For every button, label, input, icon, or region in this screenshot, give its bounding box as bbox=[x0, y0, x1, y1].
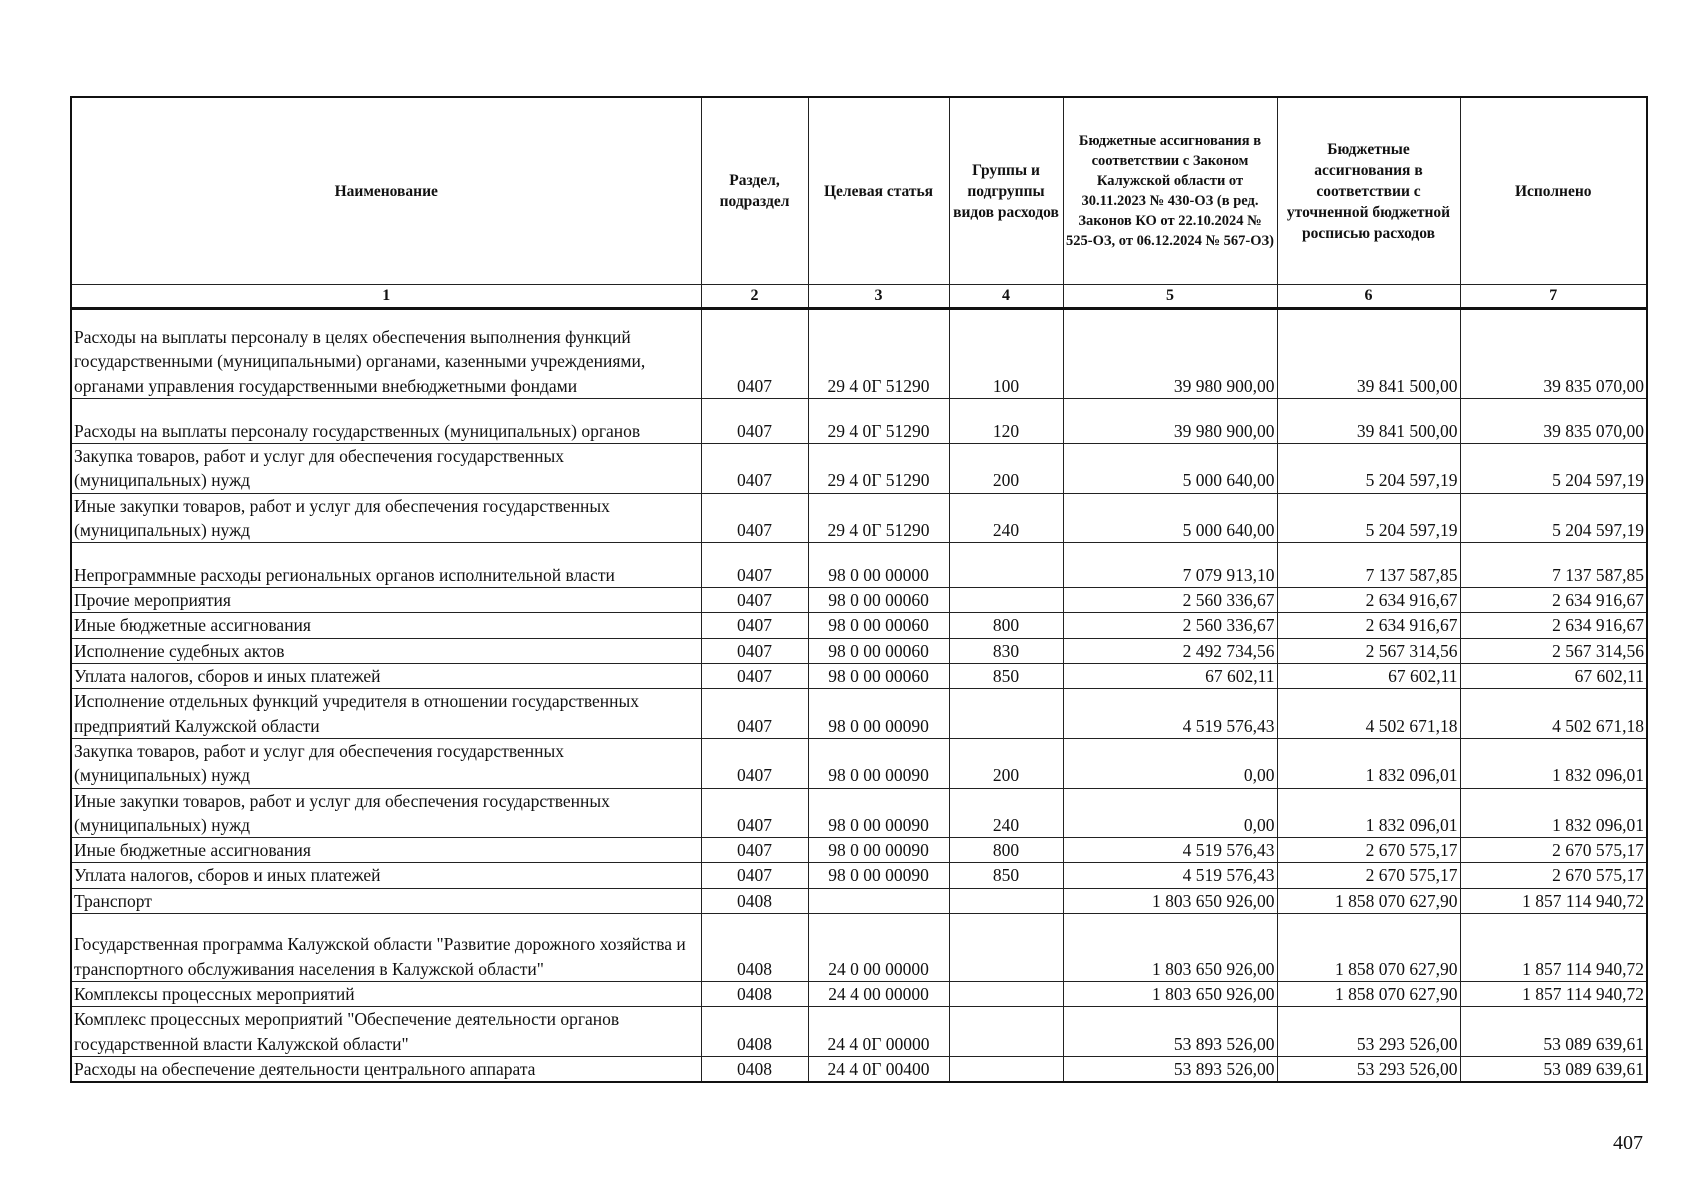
column-number-row bbox=[71, 285, 1647, 309]
row-refined-amount: 53 293 526,00 bbox=[1277, 1007, 1460, 1057]
row-section: 0407 bbox=[701, 543, 808, 588]
row-name: Комплекс процессных мероприятий "Обеспечение деятельности органов государственной власти Калужской области" bbox=[71, 1007, 701, 1057]
table-row bbox=[71, 543, 1647, 588]
row-refined-amount: 4 502 671,18 bbox=[1277, 689, 1460, 739]
row-law-amount: 4 519 576,43 bbox=[1063, 838, 1277, 863]
header-expense-groups: Группы и подгруппы видов расходов bbox=[949, 97, 1063, 285]
row-target-article: 98 0 00 00090 bbox=[808, 689, 949, 739]
row-section: 0407 bbox=[701, 664, 808, 689]
row-executed-amount: 2 567 314,56 bbox=[1460, 638, 1647, 663]
header-target-article: Целевая статья bbox=[808, 97, 949, 285]
row-refined-amount: 1 858 070 627,90 bbox=[1277, 914, 1460, 982]
row-name: Иные бюджетные ассигнования bbox=[71, 838, 701, 863]
row-target-article: 24 4 00 00000 bbox=[808, 982, 949, 1007]
budget-execution-table bbox=[70, 96, 1648, 1083]
row-law-amount: 2 560 336,67 bbox=[1063, 588, 1277, 613]
row-section: 0407 bbox=[701, 863, 808, 888]
row-refined-amount: 1 858 070 627,90 bbox=[1277, 982, 1460, 1007]
row-expense-group bbox=[949, 914, 1063, 982]
row-expense-group: 100 bbox=[949, 309, 1063, 399]
row-target-article: 29 4 0Г 51290 bbox=[808, 444, 949, 494]
row-target-article: 24 4 0Г 00000 bbox=[808, 1007, 949, 1057]
row-target-article: 29 4 0Г 51290 bbox=[808, 309, 949, 399]
row-law-amount: 39 980 900,00 bbox=[1063, 399, 1277, 444]
row-section: 0408 bbox=[701, 1056, 808, 1082]
row-executed-amount: 2 634 916,67 bbox=[1460, 588, 1647, 613]
row-executed-amount: 53 089 639,61 bbox=[1460, 1007, 1647, 1057]
row-expense-group bbox=[949, 1007, 1063, 1057]
row-expense-group: 800 bbox=[949, 613, 1063, 638]
row-refined-amount: 39 841 500,00 bbox=[1277, 309, 1460, 399]
row-refined-amount: 39 841 500,00 bbox=[1277, 399, 1460, 444]
table-body bbox=[71, 309, 1647, 1083]
table-row bbox=[71, 838, 1647, 863]
row-law-amount: 53 893 526,00 bbox=[1063, 1007, 1277, 1057]
row-executed-amount: 1 832 096,01 bbox=[1460, 738, 1647, 788]
table-row bbox=[71, 399, 1647, 444]
row-law-amount: 39 980 900,00 bbox=[1063, 309, 1277, 399]
table-row bbox=[71, 982, 1647, 1007]
row-name: Иные бюджетные ассигнования bbox=[71, 613, 701, 638]
row-section: 0408 bbox=[701, 914, 808, 982]
column-number: 3 bbox=[808, 285, 949, 309]
row-target-article: 29 4 0Г 51290 bbox=[808, 493, 949, 543]
row-target-article: 98 0 00 00060 bbox=[808, 638, 949, 663]
row-executed-amount: 5 204 597,19 bbox=[1460, 493, 1647, 543]
row-target-article: 98 0 00 00060 bbox=[808, 664, 949, 689]
row-refined-amount: 1 832 096,01 bbox=[1277, 788, 1460, 838]
row-section: 0407 bbox=[701, 689, 808, 739]
row-executed-amount: 1 832 096,01 bbox=[1460, 788, 1647, 838]
table-row bbox=[71, 888, 1647, 913]
row-expense-group: 830 bbox=[949, 638, 1063, 663]
row-refined-amount: 2 567 314,56 bbox=[1277, 638, 1460, 663]
table-row bbox=[71, 738, 1647, 788]
row-name: Транспорт bbox=[71, 888, 701, 913]
row-expense-group bbox=[949, 543, 1063, 588]
row-name: Исполнение отдельных функций учредителя в отношении государственных предприятий Калужской области bbox=[71, 689, 701, 739]
row-target-article: 24 4 0Г 00400 bbox=[808, 1056, 949, 1082]
row-name: Расходы на выплаты персоналу в целях обеспечения выполнения функций государственными (муниципальными) органами, казенными учреждениями, органами управления государственными внебюджетными фондами bbox=[71, 309, 701, 399]
row-executed-amount: 67 602,11 bbox=[1460, 664, 1647, 689]
row-refined-amount: 1 858 070 627,90 bbox=[1277, 888, 1460, 913]
table-row bbox=[71, 863, 1647, 888]
row-executed-amount: 39 835 070,00 bbox=[1460, 399, 1647, 444]
table-row bbox=[71, 588, 1647, 613]
table-row bbox=[71, 613, 1647, 638]
table-row bbox=[71, 1056, 1647, 1082]
column-number: 5 bbox=[1063, 285, 1277, 309]
table-row bbox=[71, 788, 1647, 838]
row-target-article: 98 0 00 00000 bbox=[808, 543, 949, 588]
row-law-amount: 1 803 650 926,00 bbox=[1063, 888, 1277, 913]
table-row bbox=[71, 689, 1647, 739]
row-refined-amount: 53 293 526,00 bbox=[1277, 1056, 1460, 1082]
row-name: Уплата налогов, сборов и иных платежей bbox=[71, 863, 701, 888]
row-section: 0407 bbox=[701, 444, 808, 494]
row-law-amount: 7 079 913,10 bbox=[1063, 543, 1277, 588]
row-executed-amount: 53 089 639,61 bbox=[1460, 1056, 1647, 1082]
row-executed-amount: 1 857 114 940,72 bbox=[1460, 888, 1647, 913]
row-name: Иные закупки товаров, работ и услуг для обеспечения государственных (муниципальных) нужд bbox=[71, 493, 701, 543]
header-law-appropriations: Бюджетные ассигнования в соответствии с Законом Калужской области от 30.11.2023 № 430-ОЗ (в ред. Законов КО от 22.10.2024 № 525-ОЗ, от 06.12.2024 № 567-ОЗ) bbox=[1063, 97, 1277, 285]
row-target-article: 29 4 0Г 51290 bbox=[808, 399, 949, 444]
row-section: 0408 bbox=[701, 1007, 808, 1057]
row-target-article: 98 0 00 00090 bbox=[808, 788, 949, 838]
row-expense-group: 200 bbox=[949, 738, 1063, 788]
row-section: 0408 bbox=[701, 888, 808, 913]
row-law-amount: 1 803 650 926,00 bbox=[1063, 982, 1277, 1007]
row-target-article: 98 0 00 00060 bbox=[808, 613, 949, 638]
row-section: 0408 bbox=[701, 982, 808, 1007]
row-law-amount: 4 519 576,43 bbox=[1063, 689, 1277, 739]
column-number: 1 bbox=[71, 285, 701, 309]
row-section: 0407 bbox=[701, 399, 808, 444]
row-name: Комплексы процессных мероприятий bbox=[71, 982, 701, 1007]
row-name: Закупка товаров, работ и услуг для обеспечения государственных (муниципальных) нужд bbox=[71, 738, 701, 788]
row-refined-amount: 5 204 597,19 bbox=[1277, 493, 1460, 543]
row-refined-amount: 2 670 575,17 bbox=[1277, 863, 1460, 888]
row-expense-group bbox=[949, 982, 1063, 1007]
row-law-amount: 0,00 bbox=[1063, 788, 1277, 838]
row-law-amount: 2 492 734,56 bbox=[1063, 638, 1277, 663]
row-expense-group: 240 bbox=[949, 788, 1063, 838]
table-row bbox=[71, 1007, 1647, 1057]
row-name: Иные закупки товаров, работ и услуг для обеспечения государственных (муниципальных) нужд bbox=[71, 788, 701, 838]
row-name: Государственная программа Калужской области "Развитие дорожного хозяйства и транспортного обслуживания населения в Калужской области" bbox=[71, 914, 701, 982]
row-executed-amount: 2 634 916,67 bbox=[1460, 613, 1647, 638]
row-expense-group: 120 bbox=[949, 399, 1063, 444]
column-number: 7 bbox=[1460, 285, 1647, 309]
row-section: 0407 bbox=[701, 309, 808, 399]
row-refined-amount: 2 634 916,67 bbox=[1277, 613, 1460, 638]
row-law-amount: 53 893 526,00 bbox=[1063, 1056, 1277, 1082]
row-expense-group bbox=[949, 888, 1063, 913]
page-number: 407 bbox=[1613, 1132, 1643, 1154]
row-target-article bbox=[808, 888, 949, 913]
row-target-article: 98 0 00 00060 bbox=[808, 588, 949, 613]
row-law-amount: 67 602,11 bbox=[1063, 664, 1277, 689]
header-refined-appropriations: Бюджетные ассигнования в соответствии с уточненной бюджетной росписью расходов bbox=[1277, 97, 1460, 285]
column-number: 4 bbox=[949, 285, 1063, 309]
row-executed-amount: 1 857 114 940,72 bbox=[1460, 982, 1647, 1007]
row-expense-group bbox=[949, 588, 1063, 613]
row-expense-group bbox=[949, 689, 1063, 739]
table-row bbox=[71, 493, 1647, 543]
column-number: 6 bbox=[1277, 285, 1460, 309]
row-name: Уплата налогов, сборов и иных платежей bbox=[71, 664, 701, 689]
row-name: Расходы на обеспечение деятельности центрального аппарата bbox=[71, 1056, 701, 1082]
row-target-article: 98 0 00 00090 bbox=[808, 863, 949, 888]
row-section: 0407 bbox=[701, 738, 808, 788]
row-law-amount: 1 803 650 926,00 bbox=[1063, 914, 1277, 982]
row-refined-amount: 7 137 587,85 bbox=[1277, 543, 1460, 588]
row-target-article: 24 0 00 00000 bbox=[808, 914, 949, 982]
row-expense-group: 850 bbox=[949, 863, 1063, 888]
row-target-article: 98 0 00 00090 bbox=[808, 738, 949, 788]
row-refined-amount: 1 832 096,01 bbox=[1277, 738, 1460, 788]
header-row bbox=[71, 97, 1647, 285]
row-executed-amount: 39 835 070,00 bbox=[1460, 309, 1647, 399]
row-target-article: 98 0 00 00090 bbox=[808, 838, 949, 863]
row-executed-amount: 7 137 587,85 bbox=[1460, 543, 1647, 588]
header-section: Раздел, подраздел bbox=[701, 97, 808, 285]
table-row bbox=[71, 638, 1647, 663]
row-refined-amount: 67 602,11 bbox=[1277, 664, 1460, 689]
row-law-amount: 0,00 bbox=[1063, 738, 1277, 788]
header-name: Наименование bbox=[71, 97, 701, 285]
row-name: Исполнение судебных актов bbox=[71, 638, 701, 663]
row-section: 0407 bbox=[701, 613, 808, 638]
row-expense-group: 850 bbox=[949, 664, 1063, 689]
row-expense-group bbox=[949, 1056, 1063, 1082]
row-refined-amount: 5 204 597,19 bbox=[1277, 444, 1460, 494]
table-row bbox=[71, 664, 1647, 689]
row-law-amount: 5 000 640,00 bbox=[1063, 444, 1277, 494]
column-number: 2 bbox=[701, 285, 808, 309]
row-law-amount: 4 519 576,43 bbox=[1063, 863, 1277, 888]
row-refined-amount: 2 634 916,67 bbox=[1277, 588, 1460, 613]
row-section: 0407 bbox=[701, 838, 808, 863]
row-expense-group: 240 bbox=[949, 493, 1063, 543]
row-section: 0407 bbox=[701, 588, 808, 613]
row-law-amount: 5 000 640,00 bbox=[1063, 493, 1277, 543]
row-expense-group: 800 bbox=[949, 838, 1063, 863]
row-name: Прочие мероприятия bbox=[71, 588, 701, 613]
table-row bbox=[71, 444, 1647, 494]
header-executed: Исполнено bbox=[1460, 97, 1647, 285]
row-section: 0407 bbox=[701, 638, 808, 663]
row-section: 0407 bbox=[701, 788, 808, 838]
budget-table-container bbox=[70, 96, 1646, 1083]
row-executed-amount: 1 857 114 940,72 bbox=[1460, 914, 1647, 982]
row-executed-amount: 4 502 671,18 bbox=[1460, 689, 1647, 739]
row-executed-amount: 2 670 575,17 bbox=[1460, 863, 1647, 888]
row-refined-amount: 2 670 575,17 bbox=[1277, 838, 1460, 863]
row-name: Закупка товаров, работ и услуг для обеспечения государственных (муниципальных) нужд bbox=[71, 444, 701, 494]
row-law-amount: 2 560 336,67 bbox=[1063, 613, 1277, 638]
row-executed-amount: 2 670 575,17 bbox=[1460, 838, 1647, 863]
table-row bbox=[71, 309, 1647, 399]
row-section: 0407 bbox=[701, 493, 808, 543]
row-name: Расходы на выплаты персоналу государственных (муниципальных) органов bbox=[71, 399, 701, 444]
row-executed-amount: 5 204 597,19 bbox=[1460, 444, 1647, 494]
row-expense-group: 200 bbox=[949, 444, 1063, 494]
row-name: Непрограммные расходы региональных органов исполнительной власти bbox=[71, 543, 701, 588]
table-row bbox=[71, 914, 1647, 982]
